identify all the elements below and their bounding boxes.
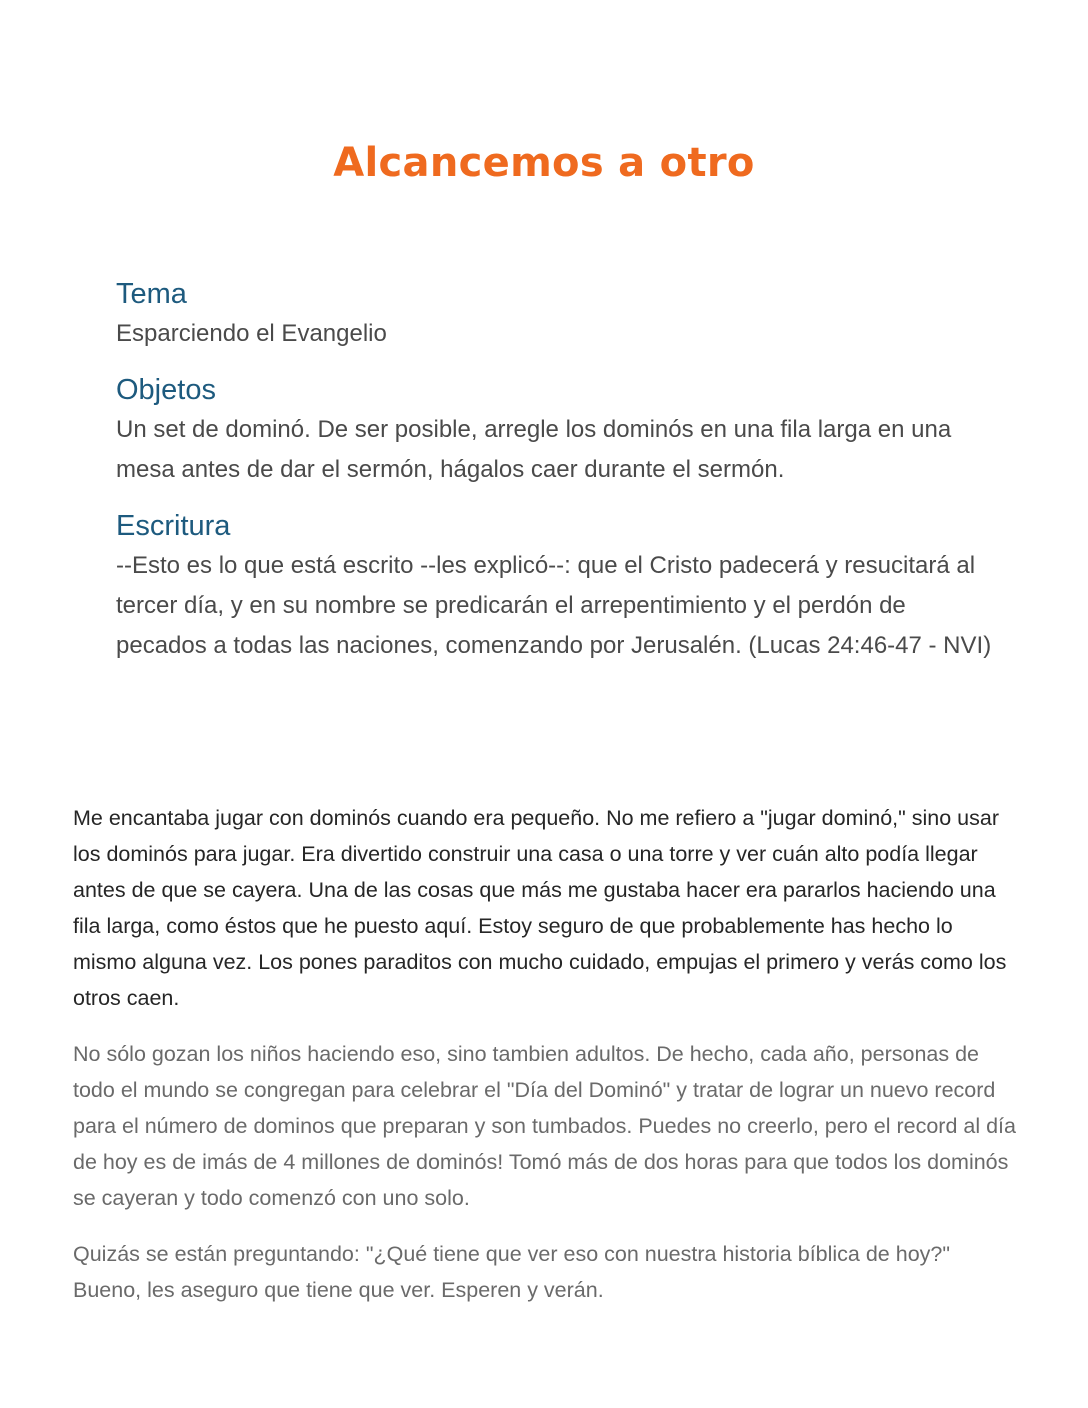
section-heading: Objetos	[116, 374, 216, 406]
section-text: Un set de dominó. De ser posible, arregle los dominós en una fila larga en una mesa antes de dar el sermón, hágalos caer durante el sermón.	[116, 416, 952, 483]
section-heading: Escritura	[116, 510, 231, 542]
section-tema	[116, 274, 996, 354]
section-text: --Esto es lo que está escrito --les explicó--: que el Cristo padecerá y resucitará al tercer día, y en su nombre se predicarán el arrepentimiento y el perdón de pecados a todas las naciones, comenzando por Jerusalén. (Lucas 24:46-47 - NVI)	[116, 552, 992, 659]
section-heading: Tema	[116, 278, 187, 310]
section-text: Esparciendo el Evangelio	[116, 320, 387, 347]
section-objetos	[116, 370, 996, 490]
lesson-info	[116, 274, 996, 682]
paragraph: Quizás se están preguntando: "¿Qué tiene que ver eso con nuestra historia bíblica de hoy?" Bueno, les aseguro que tiene que ver. Esperen y verán.	[73, 1242, 950, 1302]
sermon-body	[73, 800, 1018, 1328]
section-escritura	[116, 506, 996, 666]
paragraph: Me encantaba jugar con dominós cuando era pequeño. No me refiero a "jugar dominó," sino usar los dominós para jugar. Era divertido construir una casa o una torre y ver cuán alto podía llegar antes de que se cayera. Una de las cosas que más me gustaba hacer era pararlos haciendo una fila larga, como éstos que he puesto aquí. Estoy seguro de que probablemente has hecho lo mismo alguna vez. Los pones paraditos con mucho cuidado, empujas el primero y verás como los otros caen.	[73, 806, 1007, 1010]
page-title: Alcancemos a otro	[333, 140, 755, 186]
paragraph: No sólo gozan los niños haciendo eso, sino tambien adultos. De hecho, cada año, personas de todo el mundo se congregan para celebrar el "Día del Dominó" y tratar de lograr un nuevo record para el número de dominos que preparan y son tumbados. Puedes no creerlo, pero el record al día de hoy es de imás de 4 millones de dominós! Tomó más de dos horas para que todos los dominós se cayeran y todo comenzó con uno solo.	[73, 1042, 1016, 1210]
